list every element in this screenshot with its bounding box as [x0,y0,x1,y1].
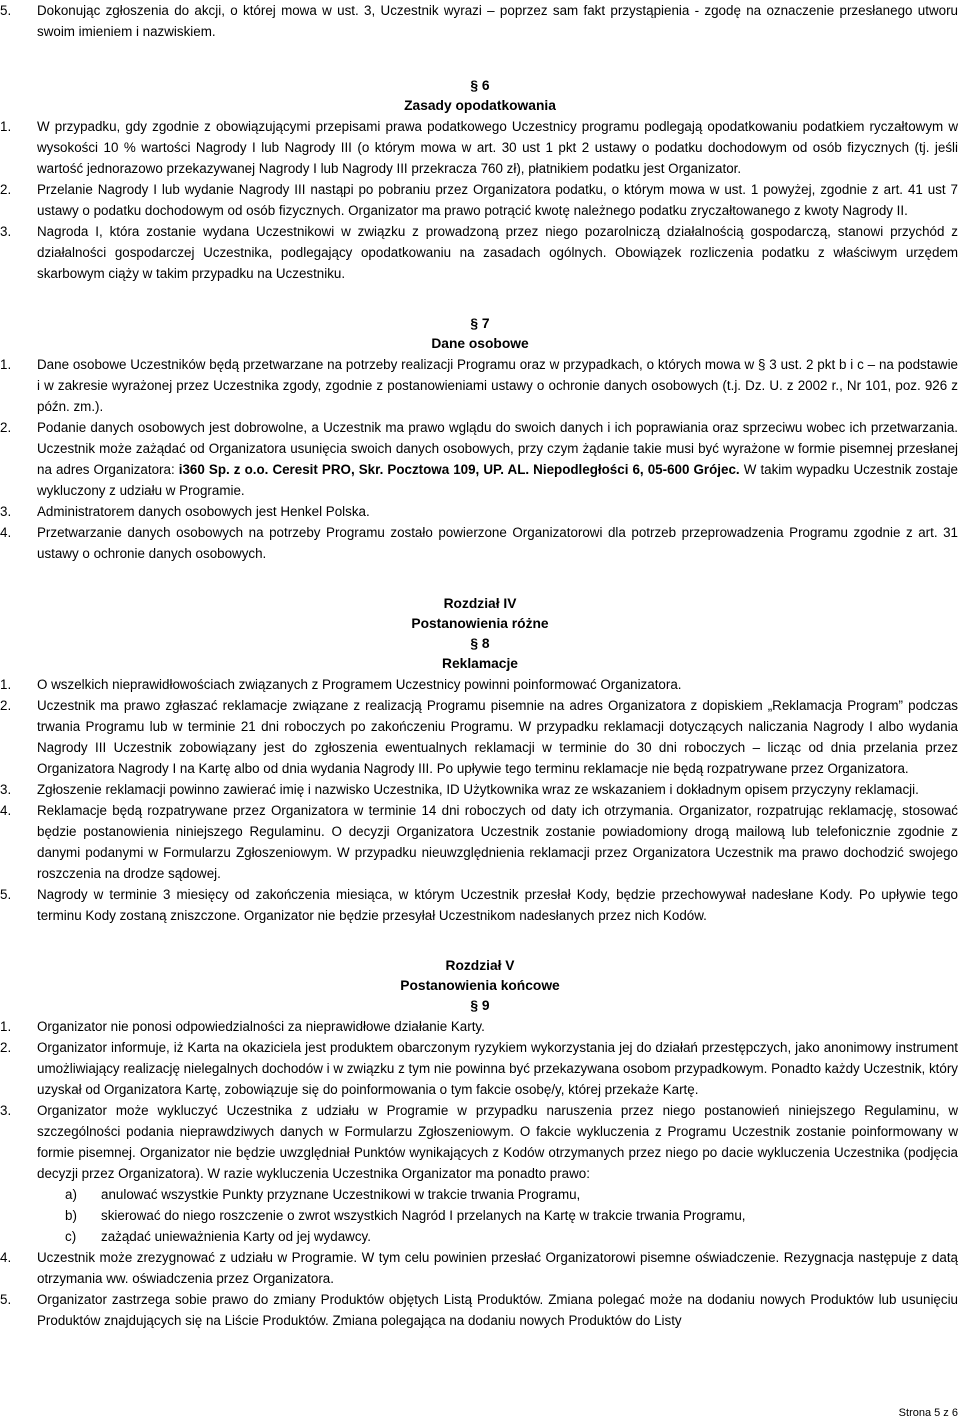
item-text: Dane osobowe Uczestników będą przetwarzane na potrzeby realizacji Programu oraz w przypadkach, o których mowa w § 3 ust. 2 pkt b i c – na podstawie i w zakresie wyrażonej przez Uczestnika zgody, zgodnie z postanowieniami ustawy o ochronie danych osobowych (t.j. Dz. U. z 2002 r., Nr 101, poz. 926 z późn. zm.). [37,357,958,414]
chapter-heading: Rozdział IV [443,596,517,611]
list-item [0,1289,960,1331]
item-text: Administratorem danych osobowych jest Henkel Polska. [37,504,370,519]
spacer [0,564,960,594]
section-title: Reklamacje [442,656,518,671]
spacer [0,926,960,956]
item-number: 1. [0,119,12,134]
section-title: Dane osobowe [431,336,529,351]
chapter-title: Postanowienia różne [411,616,549,631]
item-text: Reklamacje będą rozpatrywane przez Organizatora w terminie 14 dni roboczych od daty ich otrzymania. Organizator, rozpatrując reklamację, stosować będzie postanowienia niniejszego Regulaminu. O decyzji Organizatora Uczestnik zostanie powiadomiony drogą mailową lub telefonicznie zgodnie z danymi podanymi w Formularzu Zgłoszeniowym. W przypadku nieuwzględnienia reklamacji przez Organizatora Uczestnik ma prawo dochodzić swojego roszczenia na drodze sądowej. [37,803,958,881]
item-text: Przetwarzanie danych osobowych na potrzeby Programu zostało powierzone Organizatorowi dla potrzeb przeprowadzenia Programu zgodnie z art. 31 ustawy o ochronie danych osobowych. [37,525,958,561]
section-number: § 7 [470,316,490,331]
spacer [0,42,960,76]
item-text: Organizator informuje, iż Karta na okaziciela jest produktem obarczonym ryzykiem wykorzystania jej do działań przestępczych, jako anonimowy instrument umożliwiający realizację nielegalnych dochodów i w związku z tym nie powinna być przekazywana osobom przypadkowym. Ponadto każdy Uczestnik, który uzyskał od Organizatora Kartę, zobowiązuje się do poinformowania o tym fakcie osobę/y, której przekaże Kartę. [37,1040,958,1097]
item-number: 4. [0,525,12,540]
item-text: O wszelkich nieprawidłowościach związanych z Programem Uczestnicy powinni poinformować Organizatora. [37,677,682,692]
item-number: 3. [0,1103,12,1118]
item-number: 4. [0,1250,12,1265]
list-item [0,674,960,695]
sub-item-text: anulować wszystkie Punkty przyznane Uczestnikowi w trakcie trwania Programu, [101,1187,581,1202]
list-item [0,695,960,779]
item-text-tail: W takim wypadku Uczestnik zostaje wykluczony z udziału w Programie. [37,462,958,498]
chapter-heading: Rozdział V [445,958,515,973]
item-number: 2. [0,182,12,197]
list-item [0,501,960,522]
sub-item-text: zażądać unieważnienia Karty od jej wydawcy. [101,1229,371,1244]
item-number: 5. [0,3,12,18]
item-text: Organizator zastrzega sobie prawo do zmiany Produktów objętych Listą Produktów. Zmiana polegać może na dodaniu nowych Produktów lub usunięciu Produktów znajdujących się na Liście Produktów. Zmiana polegająca na dodaniu nowych Produktów do Listy [37,1292,958,1328]
section-title: Zasady opodatkowania [404,98,556,113]
sub-list-item [0,1184,960,1205]
item-text: Nagroda I, która zostanie wydana Uczestnikowi w związku z prowadzoną przez niego pozarolniczą działalnością gospodarczą, stanowi przychód z działalności gospodarczej Uczestnika, podlegający opodatkowaniu na zasadach ogólnych. Obowiązek rozliczenia podatku z właściwym urzędem skarbowym ciąży w takim przypadku na Uczestniku. [37,224,958,281]
organizer-address: i360 Sp. z o.o. Ceresit PRO, Skr. Pocztowa 109, UP. AL. Niepodległości 6, 05-600 Grójec. [178,462,740,477]
list-item [0,779,960,800]
item-number: 2. [0,698,12,713]
item-text: Podanie danych osobowych jest dobrowolne, a Uczestnik ma prawo wglądu do swoich danych i ich poprawiania oraz sprzeciwu wobec ich przetwarzania. Uczestnik może zażądać od Organizatora usunięcia swoich danych osobowych, przy czym żądanie takie musi być wyrażone w formie pisemnej przesłanej na adres Organizatora: [37,420,958,477]
sub-item-letter: b) [65,1208,77,1223]
list-item [0,884,960,926]
item-number: 5. [0,1292,12,1307]
item-number: 3. [0,782,12,797]
item-number: 1. [0,357,12,372]
item-number: 1. [0,677,12,692]
item-text: Uczestnik może zrezygnować z udziału w Programie. W tym celu powinien przesłać Organizatorowi pisemne oświadczenie. Rezygnacja następuje z datą otrzymania ww. oświadczenia przez Organizatora. [37,1250,958,1286]
list-item [0,179,960,221]
chapter-title: Postanowienia końcowe [400,978,560,993]
item-number: 4. [0,803,12,818]
item-number: 3. [0,504,12,519]
item-text: W przypadku, gdy zgodnie z obowiązującymi przepisami prawa podatkowego Uczestnicy programu podlegają opodatkowaniu podatkiem ryczałtowym w wysokości 10 % wartości Nagrody I lub Nagrody III (o którym mowa w art. 30 ust 1 pkt 2 ustawy o podatku dochodowym od osób fizycznych (tj. jeśli wartość jednorazowo przekazywanej Nagrody I lub Nagrody III przekracza 760 zł), płatnikiem podatku jest Organizator. [37,119,958,176]
list-item [0,417,960,501]
sub-item-letter: c) [65,1229,77,1244]
list-item [0,221,960,284]
item-number: 2. [0,1040,12,1055]
section-number: § 8 [470,636,490,651]
list-item [0,1037,960,1100]
sub-item-letter: a) [65,1187,77,1202]
item-number: 2. [0,420,12,435]
item-number: 3. [0,224,12,239]
item-number: 5. [0,887,12,902]
list-item [0,1100,960,1184]
sub-list-item [0,1226,960,1247]
list-item [0,522,960,564]
item-number: 1. [0,1019,12,1034]
item-text: Przelanie Nagrody I lub wydanie Nagrody III nastąpi po pobraniu przez Organizatora podatku, o którym mowa w ust. 1 powyżej, zgodnie z art. 41 ust 7 ustawy o podatku dochodowym od osób fizycznych. Organizator ma prawo potrącić kwotę należnego podatku zryczałtowanego z kwoty Nagrody II. [37,182,958,218]
page-number: Strona 5 z 6 [898,1407,958,1419]
item-text: Organizator nie ponosi odpowiedzialności za nieprawidłowe działanie Karty. [37,1019,485,1034]
list-item [0,116,960,179]
item-text: Dokonując zgłoszenia do akcji, o której mowa w ust. 3, Uczestnik wyrazi – poprzez sam fakt przystąpienia - zgodę na oznaczenie przesłanego utworu swoim imieniem i nazwiskiem. [37,3,958,39]
item-text: Nagrody w terminie 3 miesięcy od zakończenia miesiąca, w którym Uczestnik przesłał Kody, będzie przechowywał nadesłane Kody. Po upływie tego terminu Kody zostaną zniszczone. Organizator nie będzie przesyłał Uczestnikom nadesłanych przez nich Kodów. [37,887,958,923]
list-item [0,1247,960,1289]
item-text: Zgłoszenie reklamacji powinno zawierać imię i nazwisko Uczestnika, ID Użytkownika wraz ze wskazaniem i dokładnym opisem przyczyny reklamacji. [37,782,919,797]
spacer [0,284,960,314]
sub-list-item [0,1205,960,1226]
list-item [0,0,960,42]
section-number: § 6 [470,78,490,93]
sub-item-text: skierować do niego roszczenie o zwrot wszystkich Nagród I przelanych na Kartę w trakcie trwania Programu, [101,1208,746,1223]
item-text: Uczestnik ma prawo zgłaszać reklamacje związane z realizacją Programu pisemnie na adres Organizatora z dopiskiem „Reklamacja Program” podczas trwania Programu lub w terminie 21 dni roboczych po zakończeniu Programu. W przypadku reklamacji dotyczących naliczania Nagrody I albo wydania Nagrody III Uczestnik zobowiązany jest do zgłoszenia ewentualnych reklamacji w terminie do 30 dni roboczych – licząc od dnia przelania przez Organizatora Nagrody I na Kartę albo od dnia wydania Nagrody III. Po upływie tego terminu reklamacje nie będą rozpatrywane przez Organizatora. [37,698,958,776]
item-text: Organizator może wykluczyć Uczestnika z udziału w Programie w przypadku naruszenia przez niego postanowień niniejszego Regulaminu, w szczególności podania nieprawdziwych danych w Formularzu Zgłoszeniowym. O fakcie wykluczenia z Programu Uczestnik zostanie poinformowany w formie pisemnej. Organizator nie będzie uwzględniał Punktów wynikających z Kodów otrzymanych przez niego po dacie wykluczenia Uczestnika (podjęcia decyzji przez Organizatora). W razie wykluczenia Uczestnika Organizator ma ponadto prawo: [37,1103,958,1181]
list-item [0,354,960,417]
section-number: § 9 [470,998,490,1013]
list-item [0,1016,960,1037]
list-item [0,800,960,884]
